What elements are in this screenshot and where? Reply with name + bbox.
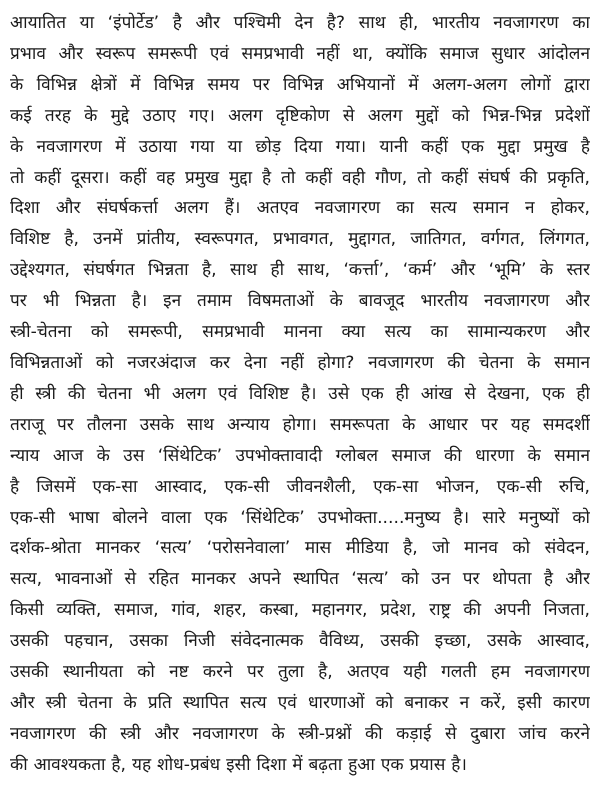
text-line-4: कई तरह के मुद्दे उठाए गए। अलग दृष्टिकोण से अलग मुद्दों को भिन्न-भिन्न प्रदेशों xyxy=(10,105,590,126)
text-line-1: आयातित या ‘इंपोर्टेड’ है और पश्चिमी देन है? साथ ही, भारतीय नवजागरण का xyxy=(10,13,590,33)
text-line-11: स्त्री-चेतना को समरूपी, समप्रभावी मानना क्या सत्य का सामान्यकरण और xyxy=(10,322,590,343)
text-line-20: किसी व्यक्ति, समाज, गांव, शहर, कस्बा, महानगर, प्रदेश, राष्ट्र की अपनी निजता, xyxy=(10,600,590,621)
text-line-7: दिशा और संघर्षकर्त्ता अलग हैं। अतएव नवजागरण का सत्य समान न होकर, xyxy=(10,198,590,219)
text-line-22: उसकी स्थानीयता को नष्ट करने पर तुला है, अतएव यही गलती हम नवजागरण xyxy=(10,662,590,683)
text-line-8: विशिष्ट है, उनमें प्रांतीय, स्वरूपगत, प्रभावगत, मुद्दागत, जातिगत, वर्गगत, लिंगगत, xyxy=(10,229,590,250)
text-line-3: के विभिन्न क्षेत्रों में विभिन्न समय पर विभिन्न अभियानों में अलग-अलग लोगों द्वारा xyxy=(10,74,590,95)
text-line-6: तो कहीं दूसरा। कहीं वह प्रमुख मुद्दा है तो कहीं वही गौण, तो कहीं संघर्ष की प्रकृति, xyxy=(10,167,590,188)
text-line-10: पर भी भिन्नता है। इन तमाम विषमताओं के बावजूद भारतीय नवजागरण और xyxy=(10,291,590,312)
text-line-2: प्रभाव और स्वरूप समरूपी एवं समप्रभावी नहीं था, क्योंकि समाज सुधार आंदोलन xyxy=(10,43,590,64)
text-line-12: विभिन्नताओं को नजरअंदाज कर देना नहीं होगा? नवजागरण की चेतना के समान xyxy=(10,352,590,373)
body-paragraph xyxy=(10,8,590,781)
text-line-16: है जिसमें एक-सा आस्वाद, एक-सी जीवनशैली, एक-सा भोजन, एक-सी रुचि, xyxy=(10,476,590,497)
text-line-23: और स्त्री चेतना के प्रति स्थापित सत्य एवं धारणाओं को बनाकर न करें, इसी कारण xyxy=(10,692,590,713)
text-line-15: न्याय आज के उस ‘सिंथेटिक’ उपभोक्तावादी ग्लोबल समाज की धारणा के समान xyxy=(10,445,590,466)
text-line-18: दर्शक-श्रोता मानकर ‘सत्य’ ‘परोसनेवाला’ मास मीडिया है, जो मानव को संवेदन, xyxy=(10,538,590,559)
text-line-9: उद्देश्यगत, संघर्षगत भिन्नता है, साथ ही साथ, ‘कर्त्ता’, ‘कर्म’ और ‘भूमि’ के स्तर xyxy=(10,260,590,281)
text-line-14: तराजू पर तौलना उसके साथ अन्याय होगा। समरूपता के आधार पर यह समदर्शी xyxy=(10,414,590,435)
text-line-13: ही स्त्री की चेतना भी अलग एवं विशिष्ट है। उसे एक ही आंख से देखना, एक ही xyxy=(10,383,590,404)
text-line-21: उसकी पहचान, उसका निजी संवेदनात्मक वैविध्य, उसकी इच्छा, उसके आस्वाद, xyxy=(10,631,590,652)
text-line-25: की आवश्यकता है, यह शोध-प्रबंध इसी दिशा में बढ़ता हुआ एक प्रयास है। xyxy=(10,754,467,775)
text-line-5: के नवजागरण में उठाया गया या छोड़ दिया गया। यानी कहीं एक मुद्दा प्रमुख है xyxy=(10,136,590,157)
text-line-19: सत्य, भावनाओं से रहित मानकर अपने स्थापित ‘सत्य’ को उन पर थोपता है और xyxy=(10,569,590,590)
text-line-24: नवजागरण की स्त्री और नवजागरण के स्त्री-प्रश्नों की कड़ाई से दुबारा जांच करने xyxy=(10,723,590,744)
text-line-17: एक-सी भाषा बोलने वाला एक ‘सिंथेटिक’ उपभोक्ता.....मनुष्य है। सारे मनुष्यों को xyxy=(10,507,590,528)
